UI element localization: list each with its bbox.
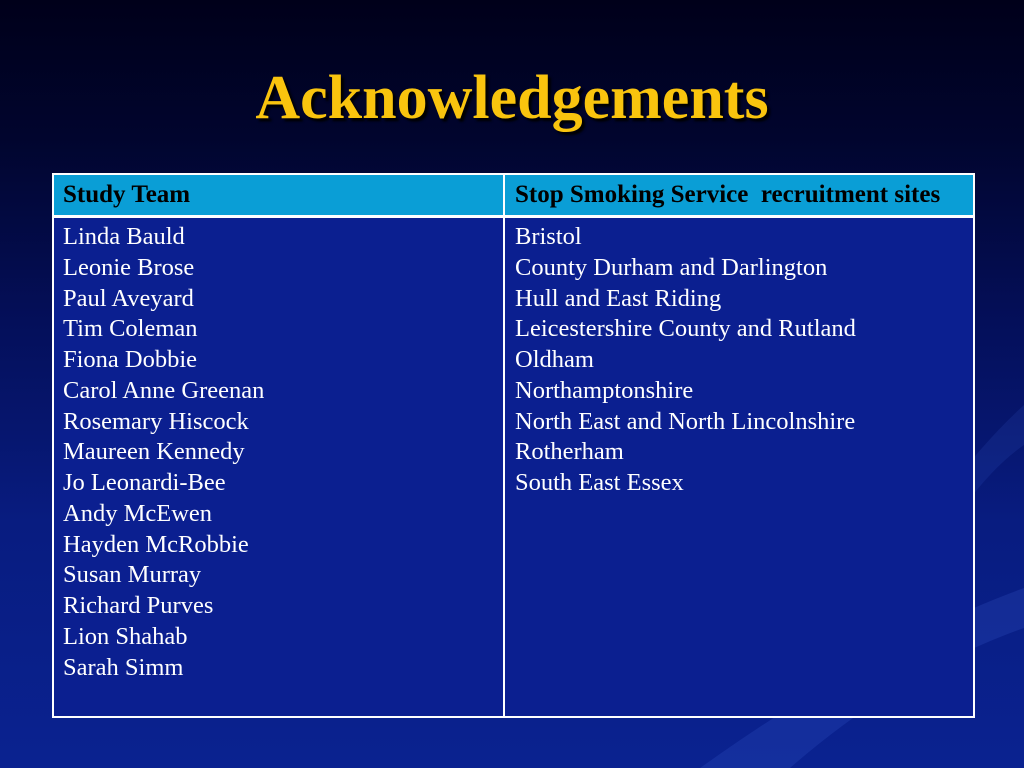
- study-team-cell: [54, 218, 505, 716]
- recruitment-site: North East and North Lincolnshire: [515, 407, 856, 435]
- team-member: Hayden McRobbie: [63, 530, 249, 558]
- recruitment-site: County Durham and Darlington: [515, 253, 828, 281]
- team-member: Lion Shahab: [63, 622, 188, 650]
- team-member: Richard Purves: [63, 592, 214, 619]
- team-member: Paul Aveyard: [63, 284, 194, 312]
- recruitment-site: Rotherham: [515, 438, 624, 466]
- team-member: Fiona Dobbie: [63, 346, 198, 373]
- header-study-team: Study Team: [54, 175, 505, 215]
- team-member: Carol Anne Greenan: [63, 376, 265, 404]
- recruitment-site: Hull and East Riding: [515, 284, 722, 312]
- header-recruitment-sites: Stop Smoking Service recruitment sites: [515, 181, 941, 208]
- slide-title: Acknowledgements: [255, 64, 769, 132]
- recruitment-site: Bristol: [515, 223, 582, 250]
- team-member: Andy McEwen: [63, 499, 213, 527]
- team-member: Susan Murray: [63, 561, 202, 589]
- recruitment-site: Leicestershire County and Rutland: [515, 315, 856, 343]
- table-header-row: [54, 175, 973, 218]
- recruitment-site: Oldham: [515, 346, 594, 373]
- table-body-row: [54, 218, 973, 716]
- recruitment-sites-cell: [505, 218, 973, 716]
- acknowledgements-table: [52, 173, 975, 718]
- team-member: Rosemary Hiscock: [63, 407, 249, 435]
- team-member: Tim Coleman: [63, 315, 198, 343]
- team-member: Maureen Kennedy: [63, 438, 245, 466]
- recruitment-site: Northamptonshire: [515, 376, 694, 404]
- team-member: Linda Bauld: [63, 223, 185, 250]
- team-member: Leonie Brose: [63, 253, 195, 281]
- team-member: Jo Leonardi-Bee: [63, 469, 226, 496]
- team-member: Sarah Simm: [63, 653, 184, 681]
- recruitment-site: South East Essex: [515, 469, 684, 496]
